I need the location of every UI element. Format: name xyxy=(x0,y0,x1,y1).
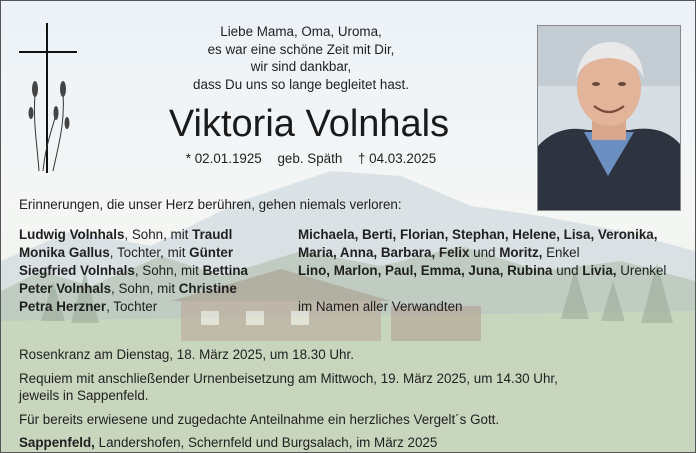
family-name: Siegfried Volnhals xyxy=(19,263,135,278)
family-name: Monika Gallus xyxy=(19,245,110,260)
family-names: Lino, Marlon, Paul, Emma, Juna, Rubina xyxy=(298,263,553,278)
life-dates xyxy=(151,151,471,166)
family-line xyxy=(19,226,248,244)
family-line xyxy=(298,280,666,298)
family-name: Petra Herzner xyxy=(19,299,107,314)
portrait-photo xyxy=(537,25,681,211)
birth-date: * 02.01.1925 xyxy=(185,151,262,166)
family-names: Michaela, Berti, Florian, Stephan, Helene, Lisa, Veronika, xyxy=(298,227,658,242)
family-relation: , Tochter, mit xyxy=(109,245,190,260)
requiem-text: Requiem mit anschließender Urnenbeisetzung am Mittwoch, 19. März 2025, um 14.30 Uhr, xyxy=(19,370,558,386)
family-line xyxy=(298,298,666,316)
rosary-text: Rosenkranz am Dienstag, 18. März 2025, um 18.30 Uhr. xyxy=(19,347,354,362)
verse xyxy=(161,23,441,93)
thanks-text: Für bereits erwiesene und zugedachte Anteilnahme ein herzliches Vergelt´s Gott. xyxy=(19,411,500,427)
deceased-name: Viktoria Volnhals xyxy=(168,103,450,145)
family-line xyxy=(298,262,666,280)
family-line xyxy=(19,298,248,316)
family-line xyxy=(19,280,248,298)
family-partner: Traudl xyxy=(192,227,233,242)
family-line xyxy=(298,244,666,262)
family-conjunction: und xyxy=(552,263,583,278)
intro-text: Erinnerungen, die unser Herz berühren, gehen niemals verloren: xyxy=(19,197,402,212)
verse-line: Liebe Mama, Oma, Uroma, xyxy=(220,24,382,39)
requiem-location: jeweils in Sappenfeld. xyxy=(19,388,149,403)
family-relation: , Sohn, mit xyxy=(111,281,179,296)
family-relation: , Tochter xyxy=(106,299,158,314)
family-line xyxy=(19,244,248,262)
family-name: Ludwig Volnhals xyxy=(19,227,125,242)
place-main: Sappenfeld, xyxy=(19,435,95,450)
family-line xyxy=(19,262,248,280)
family-conjunction: und xyxy=(469,245,500,260)
service-info xyxy=(19,346,558,452)
cross-icon xyxy=(19,23,81,175)
death-date: † 04.03.2025 xyxy=(358,151,437,166)
family-names: Moritz, xyxy=(499,245,543,260)
verse-line: dass Du uns so lange begleitet hast. xyxy=(193,76,409,92)
family-name: Peter Volnhals xyxy=(19,281,112,296)
family-relation: , Sohn, mit xyxy=(134,263,203,278)
family-names: Livia, xyxy=(582,263,617,278)
family-relation: Enkel xyxy=(542,245,580,260)
birth-name: geb. Späth xyxy=(277,151,343,166)
family-partner: Bettina xyxy=(202,263,248,278)
family-partner: Christine xyxy=(178,281,237,296)
family-partner: Günter xyxy=(189,245,234,260)
family-relation: Urenkel xyxy=(616,263,667,278)
verse-line: wir sind dankbar, xyxy=(250,59,352,74)
family-list-grandchildren xyxy=(298,226,666,316)
place-rest: Landershofen, Schernfeld und Burgsalach, im März 2025 xyxy=(94,435,438,450)
relatives-note: im Namen aller Verwandten xyxy=(298,299,463,314)
family-line xyxy=(298,226,666,244)
place-line xyxy=(19,434,558,452)
family-list-children xyxy=(19,226,248,316)
family-names: Maria, Anna, Barbara, Felix xyxy=(298,245,470,260)
verse-line: es war eine schöne Zeit mit Dir, xyxy=(207,41,395,57)
family-relation: , Sohn, mit xyxy=(124,227,193,242)
